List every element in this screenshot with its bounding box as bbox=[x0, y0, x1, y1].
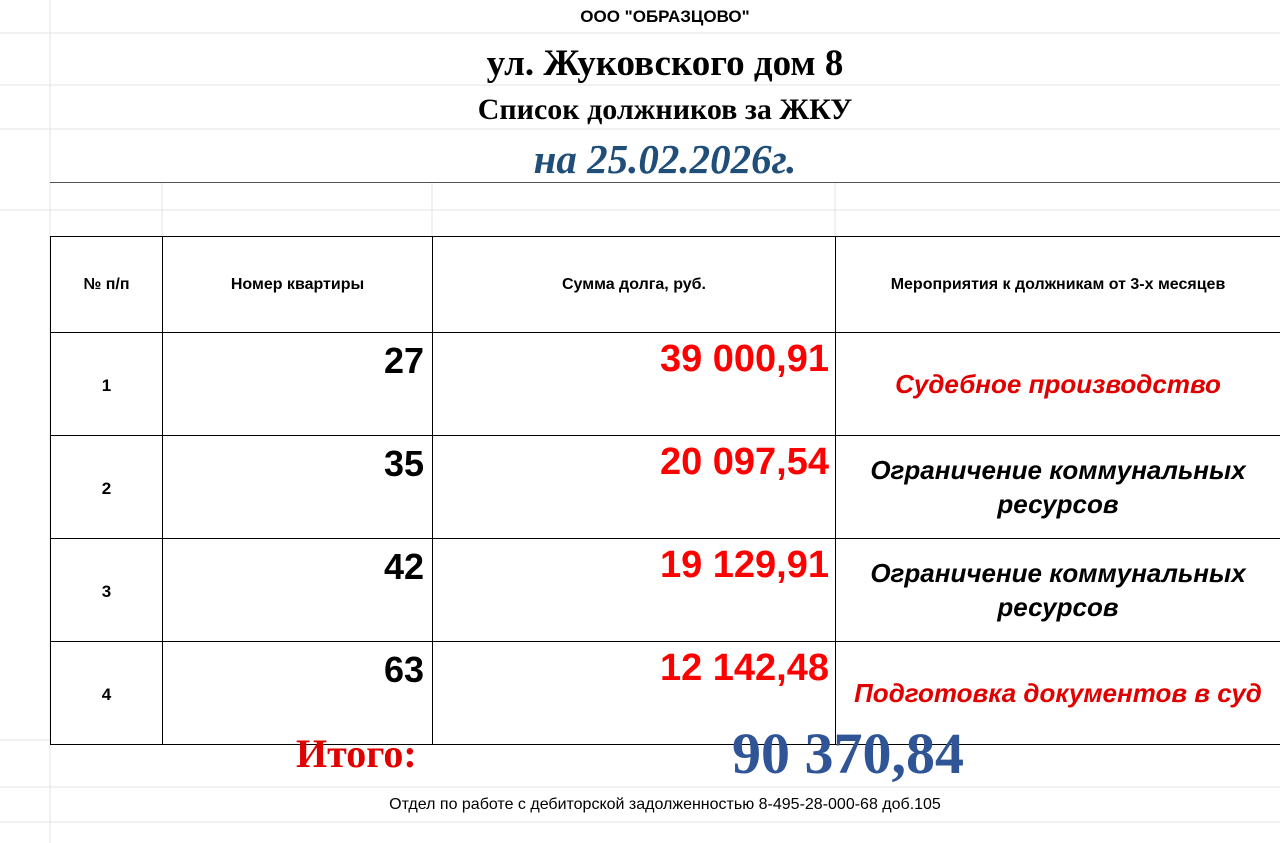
row-number: 3 bbox=[51, 539, 163, 642]
row-number: 1 bbox=[51, 333, 163, 436]
apartment-number: 35 bbox=[163, 436, 433, 539]
address-title: ул. Жуковского дом 8 bbox=[486, 43, 844, 84]
debtor-action: Ограничение коммунальных ресурсов bbox=[836, 539, 1280, 642]
organization-name: ООО "ОБРАЗЦОВО" bbox=[580, 7, 750, 26]
row-number: 4 bbox=[51, 642, 163, 745]
table-header-row bbox=[51, 237, 1280, 333]
table-row bbox=[51, 333, 1280, 436]
debtor-action: Ограничение коммунальных ресурсов bbox=[836, 436, 1280, 539]
report-date: на 25.02.2026г. bbox=[533, 136, 797, 182]
debtor-action: Судебное производство bbox=[836, 333, 1280, 436]
document-subtitle: Список должников за ЖКУ bbox=[477, 93, 853, 126]
footer-contact: Отдел по работе с дебиторской задолженностью 8-495-28-000-68 доб.105 bbox=[389, 796, 941, 813]
table-row bbox=[51, 436, 1280, 539]
row-number: 2 bbox=[51, 436, 163, 539]
apartment-number: 27 bbox=[163, 333, 433, 436]
apartment-number: 42 bbox=[163, 539, 433, 642]
column-header-action: Мероприятия к должникам от 3-х месяцев bbox=[836, 237, 1280, 333]
table-row bbox=[51, 642, 1280, 745]
debtor-action: Подготовка документов в суд bbox=[836, 642, 1280, 745]
debt-amount: 12 142,48 bbox=[433, 642, 836, 745]
debt-amount: 39 000,91 bbox=[433, 333, 836, 436]
header-divider bbox=[50, 182, 1280, 183]
total-value: 90 370,84 bbox=[732, 721, 964, 786]
apartment-number: 63 bbox=[163, 642, 433, 745]
column-header-amount: Сумма долга, руб. bbox=[433, 237, 836, 333]
total-label: Итого: bbox=[296, 731, 417, 776]
table-row bbox=[51, 539, 1280, 642]
debt-amount: 20 097,54 bbox=[433, 436, 836, 539]
column-header-number: № п/п bbox=[51, 237, 163, 333]
debtors-table bbox=[50, 236, 1280, 745]
column-header-apartment: Номер квартиры bbox=[163, 237, 433, 333]
debt-amount: 19 129,91 bbox=[433, 539, 836, 642]
